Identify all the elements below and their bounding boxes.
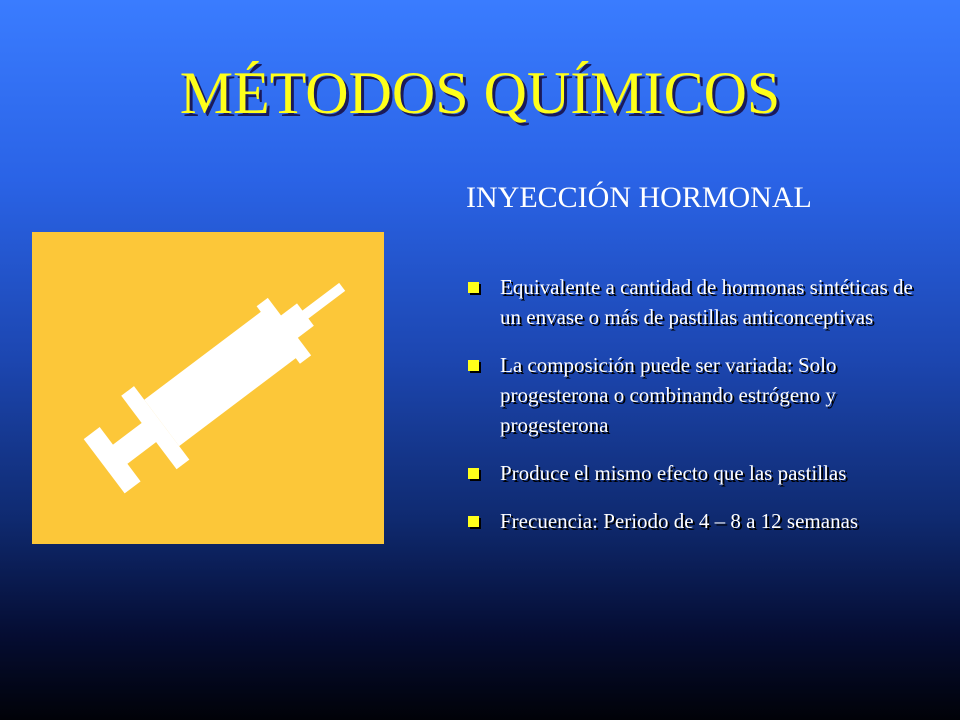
bullet-square-icon xyxy=(468,516,479,527)
bullet-text: Equivalente a cantidad de hormonas sintéticas de un envase o más de pastillas anticonceptivas xyxy=(500,275,913,329)
bullet-square-icon xyxy=(468,468,479,479)
bullet-list xyxy=(466,272,916,554)
bullet-text: Frecuencia: Periodo de 4 – 8 a 12 semanas xyxy=(500,509,859,533)
bullet-item xyxy=(466,458,916,488)
bullet-item xyxy=(466,350,916,440)
bullet-square-icon xyxy=(468,282,479,293)
syringe-icon xyxy=(32,232,384,544)
bullet-text: La composición puede ser variada: Solo progesterona o combinando estrógeno y progesterona xyxy=(500,353,837,437)
bullet-square-icon xyxy=(468,360,479,371)
bullet-item xyxy=(466,272,916,332)
syringe-image xyxy=(32,232,384,544)
bullet-text: Produce el mismo efecto que las pastillas xyxy=(500,461,847,485)
slide-subtitle: INYECCIÓN HORMONAL xyxy=(466,181,812,214)
slide-title: MÉTODOS QUÍMICOS xyxy=(179,60,781,126)
bullet-item xyxy=(466,506,916,536)
